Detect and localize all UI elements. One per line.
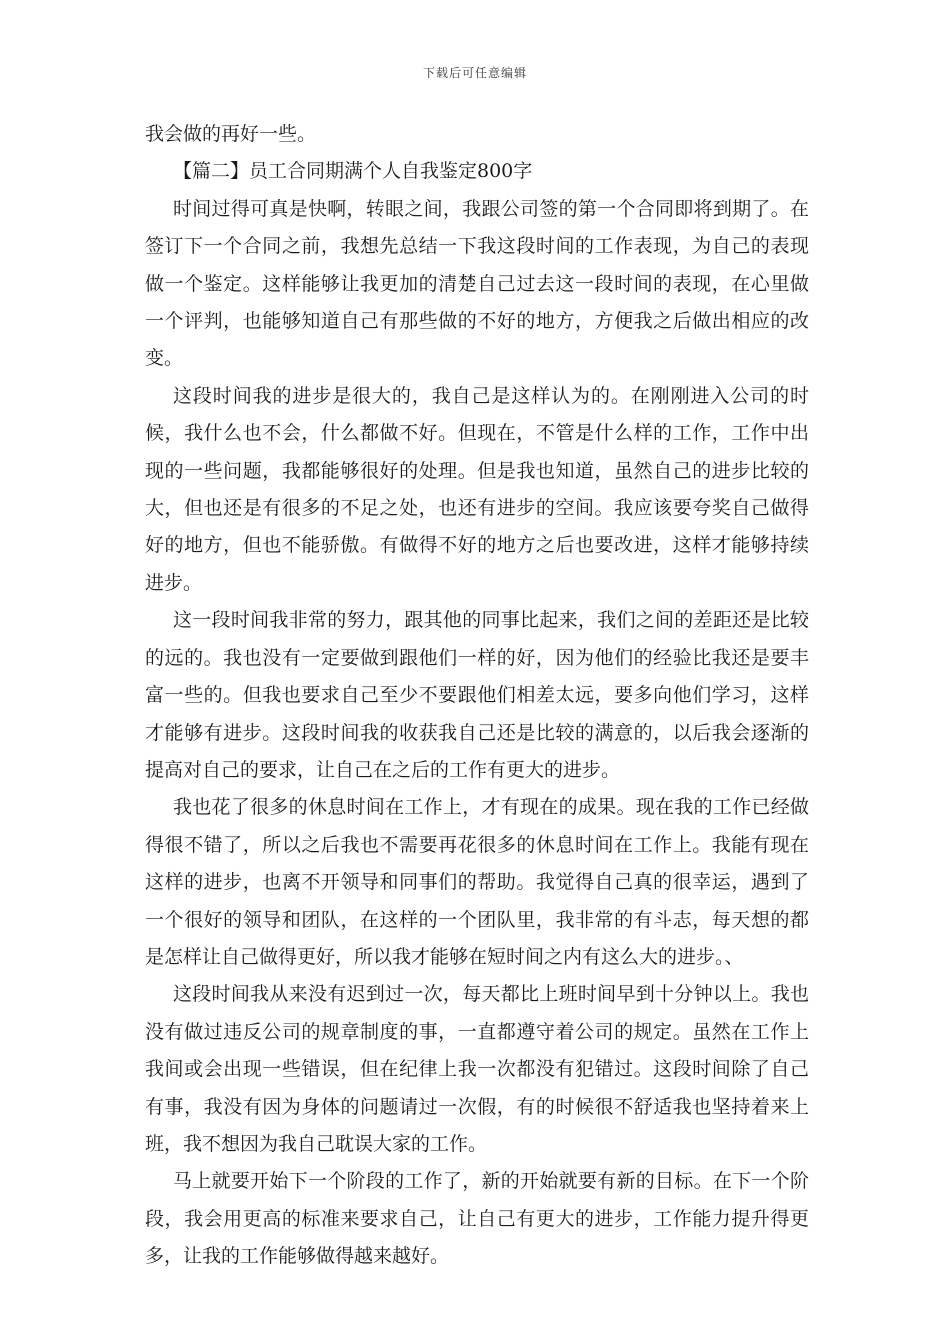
body-paragraph: 马上就要开始下一个阶段的工作了，新的开始就要有新的目标。在下一个阶段，我会用更高的标准来要求自己，让自己有更大的进步，工作能力提升得更多，让我的工作能够做得越来越好。 — [145, 1170, 809, 1268]
continuation-paragraph: 我会做的再好一些。 — [145, 123, 317, 145]
document-body — [145, 116, 809, 1276]
body-paragraph: 时间过得可真是快啊，转眼之间，我跟公司签的第一个合同即将到期了。在签订下一个合同之前，我想先总结一下我这段时间的工作表现，为自己的表现做一个鉴定。这样能够让我更加的清楚自己过去这一段时间的表现，在心里做一个评判，也能够知道自己有那些做的不好的地方，方便我之后做出相应的改变。 — [145, 197, 809, 370]
body-paragraph: 这段时间我的进步是很大的，我自己是这样认为的。在刚刚进入公司的时候，我什么也不会，什么都做不好。但现在，不管是什么样的工作，工作中出现的一些问题，我都能够很好的处理。但是我也知道，虽然自己的进步比较的大，但也还是有很多的不足之处，也还有进步的空间。我应该要夸奖自己做得好的地方，但也不能骄傲。有做得不好的地方之后也要改进，这样才能够持续进步。 — [145, 384, 809, 594]
page-header: 下载后可任意编辑 — [422, 66, 527, 80]
section-title: 【篇二】员工合同期满个人自我鉴定800字 — [173, 160, 533, 183]
body-paragraph: 这段时间我从来没有迟到过一次，每天都比上班时间早到十分钟以上。我也没有做过违反公司的规章制度的事，一直都遵守着公司的规定。虽然在工作上我间或会出现一些错误，但在纪律上我一次都没有犯错过。这段时间除了自己有事，我没有因为身体的问题请过一次假，有的时候很不舒适我也坚持着来上班，我不想因为我自己耽误大家的工作。 — [145, 983, 809, 1155]
body-paragraph: 我也花了很多的休息时间在工作上，才有现在的成果。现在我的工作已经做得很不错了，所以之后我也不需要再花很多的休息时间在工作上。我能有现在这样的进步，也离不开领导和同事们的帮助。我觉得自己真的很幸运，遇到了一个很好的领导和团队，在这样的一个团队里，我非常的有斗志，每天想的都是怎样让自己做得更好，所以我才能够在短时间之内有这么大的进步。、 — [145, 796, 809, 968]
body-paragraph: 这一段时间我非常的努力，跟其他的同事比起来，我们之间的差距还是比较的远的。我也没有一定要做到跟他们一样的好，因为他们的经验比我还是要丰富一些的。但我也要求自己至少不要跟他们相差太远，要多向他们学习，这样才能够有进步。这段时间我的收获我自己还是比较的满意的，以后我会逐渐的提高对自己的要求，让自己在之后的工作有更大的进步。 — [145, 609, 809, 781]
